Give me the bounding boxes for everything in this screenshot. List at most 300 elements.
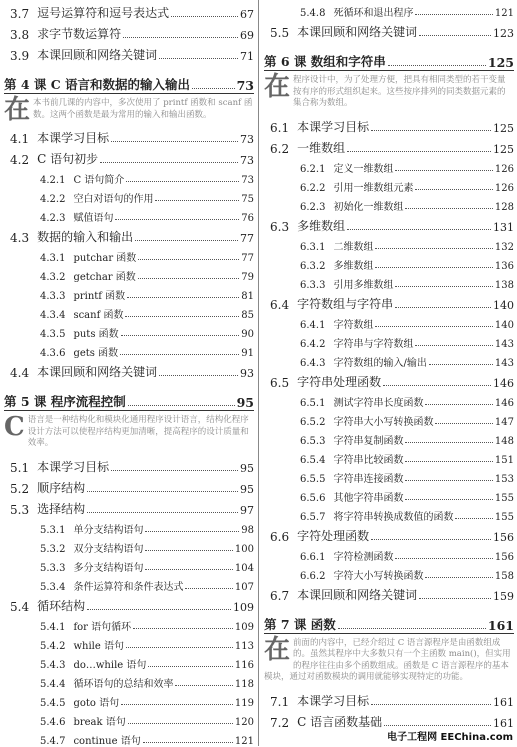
dot-leader (111, 470, 238, 471)
dot-leader (133, 628, 233, 629)
page-number: 75 (241, 194, 254, 205)
page-number: 121 (494, 8, 514, 19)
section-number: 6.6.2 (300, 570, 326, 582)
dot-leader (138, 278, 240, 279)
section-number: 5.5 (270, 26, 290, 40)
toc-group (264, 688, 514, 730)
page-number: 146 (493, 376, 514, 390)
page-number: 156 (494, 551, 514, 563)
dot-leader (375, 267, 492, 268)
intro-text: 程序设计中，为了处理方便，把具有相同类型的若干变量按有序的形式组织起来。这些按序排列的同类数据元素的集合称为数组。 (293, 75, 506, 108)
dot-leader (159, 58, 238, 59)
section-title: 求字节数运算符 (37, 27, 122, 41)
lesson-page: 73 (236, 78, 254, 93)
intro-text: 本书前几课的内容中，多次使用了 printf 函数和 scanf 函数。这两个函数是最为常用的输入和输出函数。 (33, 98, 253, 120)
toc-entry (264, 135, 514, 156)
section-number: 5.4.5 (40, 697, 66, 709)
section-title: 一维数组 (297, 140, 346, 155)
dot-leader (415, 189, 492, 190)
section-title: 字符串与字符数组 (333, 338, 414, 350)
drop-cap: 在 (264, 72, 291, 102)
toc-entry (4, 302, 254, 321)
section-title: 将字符串转换成数值的函数 (333, 511, 454, 523)
section-number: 4.3.5 (40, 329, 66, 340)
dot-leader (127, 297, 239, 298)
lesson-title: 第 6 课 数组和字符串 (264, 54, 386, 69)
toc-entry (4, 245, 254, 264)
page-number: 146 (494, 397, 514, 409)
dot-leader (159, 375, 238, 376)
lesson-heading (4, 388, 254, 411)
page-number: 104 (234, 562, 254, 574)
dot-leader (125, 316, 239, 317)
section-title: 字符数组 (333, 319, 374, 331)
toc-entry (264, 19, 514, 40)
dot-leader (435, 423, 492, 424)
dot-leader (145, 531, 239, 532)
section-number: 4.3.3 (40, 291, 66, 302)
dot-leader (148, 666, 233, 667)
dot-leader (138, 259, 239, 260)
section-title: 本课回顾和网络关键词 (37, 365, 158, 379)
toc-right-column (264, 0, 514, 730)
page-number: 148 (494, 435, 514, 447)
lesson-page: 95 (236, 395, 254, 410)
page-number: 128 (494, 201, 514, 213)
toc-entry (4, 633, 254, 652)
toc-entry (264, 272, 514, 291)
section-number: 5.3.2 (40, 543, 66, 555)
toc-entry (4, 186, 254, 205)
section-title: printf 函数 (73, 291, 126, 302)
section-title: 死循环和退出程序 (333, 8, 414, 19)
toc-entry (264, 428, 514, 447)
section-number: 4.2.2 (40, 194, 66, 205)
section-title: 字符数组与字符串 (297, 296, 394, 311)
section-title: 字符串复制函数 (333, 435, 404, 447)
dot-leader (384, 725, 491, 726)
page-number: 85 (241, 310, 254, 321)
section-number: 6.3.2 (300, 260, 326, 272)
section-number: 5.4.1 (40, 621, 66, 633)
toc-group (4, 454, 254, 747)
page-number: 90 (241, 329, 254, 340)
section-number: 6.5.5 (300, 473, 326, 485)
page-number: 71 (240, 50, 254, 63)
dot-leader (395, 170, 492, 171)
section-title: 本课学习目标 (37, 131, 110, 145)
lesson-page: 125 (487, 55, 514, 70)
dot-leader (115, 219, 239, 220)
dot-leader (171, 16, 238, 17)
page-number: 155 (494, 511, 514, 523)
page-number: 159 (493, 589, 514, 603)
dot-leader (419, 598, 491, 599)
section-number: 4.3.1 (40, 253, 66, 264)
page-number: 73 (240, 133, 254, 146)
section-number: 6.2 (270, 141, 290, 156)
lesson-heading (264, 611, 514, 634)
lesson-heading (264, 48, 514, 71)
section-title: puts 函数 (73, 329, 119, 340)
toc-entry (4, 205, 254, 224)
column-divider (258, 0, 259, 746)
toc-entry (4, 146, 254, 167)
lesson-title: 第 4 课 C 语言和数据的输入输出 (4, 77, 191, 92)
toc-entry (4, 555, 254, 574)
section-title: 本课学习目标 (297, 693, 370, 708)
dot-leader (415, 14, 492, 15)
page-number: 107 (234, 581, 254, 593)
toc-entry (264, 485, 514, 504)
dot-leader (126, 181, 239, 182)
toc-entry (4, 574, 254, 593)
section-number: 6.6.1 (300, 551, 326, 563)
section-title: 二维数组 (333, 241, 374, 253)
page-number: 158 (494, 570, 514, 582)
dot-leader (338, 628, 486, 629)
drop-cap: 在 (264, 634, 291, 665)
section-title: 本课学习目标 (297, 119, 370, 134)
page-number: 131 (493, 220, 514, 234)
toc-entry (4, 536, 254, 555)
dot-leader (347, 229, 491, 230)
section-number: 5.4.2 (40, 640, 66, 652)
toc-entry (264, 156, 514, 175)
dot-leader (388, 65, 486, 66)
dot-leader (175, 685, 232, 686)
section-title: 双分支结构语句 (73, 543, 144, 555)
section-number: 5.4 (10, 599, 30, 614)
toc-entry (4, 224, 254, 245)
section-number: 4.3.4 (40, 310, 66, 321)
drop-cap: C (4, 412, 25, 442)
section-number: 3.9 (10, 49, 30, 63)
page-number: 116 (234, 659, 254, 671)
page-number: 151 (494, 454, 514, 466)
section-title: 本课回顾和网络关键词 (297, 587, 418, 602)
section-title: break 语句 (73, 716, 126, 728)
toc-entry (4, 690, 254, 709)
dot-leader (405, 499, 492, 500)
section-title: 字符处理函数 (297, 528, 370, 543)
section-number: 6.5.3 (300, 435, 326, 447)
page-number: 91 (241, 348, 254, 359)
section-title: 字符大小写转换函数 (333, 570, 424, 582)
page-number: 73 (240, 154, 254, 167)
dot-leader (371, 704, 491, 705)
section-number: 5.4.4 (40, 678, 66, 690)
toc-entry (264, 175, 514, 194)
section-title: 字符串比较函数 (333, 454, 404, 466)
toc-entry (264, 409, 514, 428)
dot-leader (405, 208, 492, 209)
lesson-intro (264, 72, 514, 110)
toc-entry (264, 563, 514, 582)
section-title: 多分支结构语句 (73, 562, 144, 574)
dot-leader (143, 742, 233, 743)
section-number: 6.7 (270, 588, 290, 603)
page-number: 143 (494, 357, 514, 369)
section-title: 单分支结构语句 (73, 524, 144, 536)
toc-entry (264, 466, 514, 485)
section-title: 本课学习目标 (37, 459, 110, 474)
toc-entry (264, 688, 514, 709)
dot-leader (155, 200, 239, 201)
section-title: 字符串处理函数 (297, 374, 382, 389)
toc-entry (264, 369, 514, 390)
lesson-intro (4, 95, 254, 125)
dot-leader (405, 461, 492, 462)
toc-group (4, 0, 254, 63)
section-title: gets 函数 (73, 348, 119, 359)
section-title: 定义一维数组 (333, 163, 394, 175)
section-number: 4.2 (10, 153, 30, 167)
page-number: 67 (240, 8, 254, 21)
dot-leader (375, 326, 492, 327)
section-number: 6.1 (270, 120, 290, 135)
page-number: 121 (234, 735, 254, 747)
section-number: 5.3.4 (40, 581, 66, 593)
toc-entry (4, 21, 254, 42)
section-title: 数据的输入和输出 (37, 230, 134, 244)
page-number: 97 (240, 503, 254, 517)
page-number: 126 (494, 163, 514, 175)
section-number: 6.4.1 (300, 319, 326, 331)
toc-entry (264, 331, 514, 350)
section-number: 5.4.8 (300, 8, 326, 19)
page-number: 155 (494, 492, 514, 504)
section-title: 引用多维数组 (333, 279, 394, 291)
dot-leader (425, 577, 492, 578)
section-number: 6.3.3 (300, 279, 326, 291)
dot-leader (375, 248, 492, 249)
section-number: 6.4 (270, 297, 290, 312)
toc-entry (4, 728, 254, 747)
dot-leader (395, 286, 492, 287)
section-number: 6.3 (270, 219, 290, 234)
toc-entry (4, 496, 254, 517)
dot-leader (371, 539, 491, 540)
dot-leader (419, 35, 491, 36)
page-number: 79 (241, 272, 254, 283)
page-number: 73 (241, 175, 254, 186)
dot-leader (425, 404, 492, 405)
toc-entry (4, 283, 254, 302)
page-number: 95 (240, 482, 254, 496)
section-number: 6.5.2 (300, 416, 326, 428)
page-number: 136 (494, 260, 514, 272)
dot-leader (395, 307, 491, 308)
page-number: 156 (493, 530, 514, 544)
dot-leader (395, 558, 492, 559)
dot-leader (135, 240, 238, 241)
page-number: 138 (494, 279, 514, 291)
toc-entry (4, 42, 254, 63)
page-number: 120 (234, 716, 254, 728)
toc-entry (264, 390, 514, 409)
dot-leader (87, 609, 231, 610)
page-number: 140 (493, 298, 514, 312)
dot-leader (405, 442, 492, 443)
dot-leader (128, 723, 233, 724)
toc-entry (264, 291, 514, 312)
page-number: 95 (240, 461, 254, 475)
section-number: 7.2 (270, 715, 290, 730)
dot-leader (111, 141, 238, 142)
dot-leader (405, 480, 492, 481)
section-number: 6.6 (270, 529, 290, 544)
toc-entry (4, 614, 254, 633)
section-number: 4.4 (10, 366, 30, 380)
page-number: 125 (493, 142, 514, 156)
section-number: 4.2.3 (40, 213, 66, 224)
toc-entry (4, 475, 254, 496)
section-title: 其他字符串函数 (333, 492, 404, 504)
section-title: goto 语句 (73, 697, 120, 709)
section-title: continue 语句 (73, 735, 141, 747)
section-number: 6.5.6 (300, 492, 326, 504)
section-title: 逗号运算符和逗号表达式 (37, 6, 170, 20)
section-title: 循环语句的总结和效率 (73, 678, 174, 690)
page-number: 161 (493, 716, 514, 730)
section-number: 4.3 (10, 231, 30, 245)
watermark: 电子工程网 EEChina.com (387, 732, 513, 743)
toc-entry (264, 544, 514, 563)
section-title: C 语句简介 (73, 175, 125, 186)
section-number: 3.8 (10, 28, 30, 42)
dot-leader (383, 385, 491, 386)
toc-entry (4, 0, 254, 21)
intro-text: 语言是一种结构化和模块化通用程序设计语言，结构化程序设计方法可以使程序结构更加清晰，提高程序的设计质量和效率。 (27, 415, 249, 448)
section-number: 5.3.3 (40, 562, 66, 574)
dot-leader (192, 88, 235, 89)
section-title: 字符串连接函数 (333, 473, 404, 485)
page-number: 109 (234, 621, 254, 633)
page-number: 143 (494, 338, 514, 350)
toc-entry (4, 167, 254, 186)
section-number: 6.5.1 (300, 397, 326, 409)
toc-entry (4, 264, 254, 283)
toc-entry (4, 454, 254, 475)
toc-entry (264, 504, 514, 523)
page-number: 77 (240, 232, 254, 245)
dot-leader (126, 647, 233, 648)
toc-left-column (4, 0, 254, 747)
toc-group (264, 114, 514, 603)
section-title: 字符数组的输入/输出 (333, 357, 427, 369)
dot-leader (415, 345, 492, 346)
page-number: 98 (241, 524, 254, 536)
dot-leader (120, 354, 239, 355)
page-number: 93 (240, 367, 254, 380)
lesson-title: 第 5 课 程序流程控制 (4, 394, 126, 409)
toc-entry (4, 652, 254, 671)
section-number: 5.1 (10, 460, 30, 475)
page-number: 76 (241, 213, 254, 224)
section-number: 6.4.2 (300, 338, 326, 350)
lesson-intro (264, 634, 514, 684)
section-number: 6.2.2 (300, 182, 326, 194)
section-number: 6.5.7 (300, 511, 326, 523)
section-number: 7.1 (270, 694, 290, 709)
section-title: 顺序结构 (37, 480, 86, 495)
dot-leader (123, 37, 238, 38)
dot-leader (121, 704, 233, 705)
dot-leader (371, 130, 491, 131)
toc-entry (264, 523, 514, 544)
lesson-intro (4, 412, 254, 450)
toc-entry (264, 213, 514, 234)
section-title: do…while 语句 (73, 659, 147, 671)
toc-entry (4, 593, 254, 614)
dot-leader (87, 512, 238, 513)
page-number: 123 (493, 27, 514, 40)
toc-entry (264, 447, 514, 466)
section-title: 多维数组 (333, 260, 374, 272)
dot-leader (145, 569, 232, 570)
dot-leader (429, 364, 493, 365)
lesson-page: 161 (487, 617, 514, 633)
toc-entry (264, 709, 514, 730)
toc-group (4, 125, 254, 380)
page-number: 126 (494, 182, 514, 194)
toc-entry (264, 582, 514, 603)
section-title: 赋值语句 (73, 213, 114, 224)
section-number: 4.3.2 (40, 272, 66, 283)
toc-entry (4, 125, 254, 146)
toc-entry (4, 321, 254, 340)
toc-entry (4, 709, 254, 728)
page-number: 109 (233, 600, 254, 614)
section-number: 5.4.3 (40, 659, 66, 671)
section-number: 5.4.6 (40, 716, 66, 728)
section-title: getchar 函数 (73, 272, 136, 283)
section-number: 6.2.1 (300, 163, 326, 175)
page-number: 69 (240, 29, 254, 42)
section-title: 字符检测函数 (333, 551, 394, 563)
section-title: putchar 函数 (73, 253, 137, 264)
section-title: 本课回顾和网络关键词 (37, 48, 158, 62)
section-number: 3.7 (10, 7, 30, 21)
toc-entry (4, 359, 254, 380)
section-number: 6.5.4 (300, 454, 326, 466)
section-title: 测试字符串长度函数 (333, 397, 424, 409)
dot-leader (145, 550, 232, 551)
toc-group (264, 0, 514, 40)
page-number: 153 (494, 473, 514, 485)
page-number: 161 (493, 695, 514, 709)
section-title: C 语言函数基础 (297, 714, 383, 729)
page-number: 113 (234, 640, 254, 652)
section-number: 4.3.6 (40, 348, 66, 359)
page-number: 77 (241, 253, 254, 264)
page-number: 100 (234, 543, 254, 555)
section-title: 初始化一维数组 (333, 201, 404, 213)
page-number: 119 (234, 697, 254, 709)
lesson-heading (4, 71, 254, 94)
section-title: 选择结构 (37, 501, 86, 516)
dot-leader (87, 491, 238, 492)
dot-leader (347, 151, 491, 152)
section-title: 字符串大小写转换函数 (333, 416, 434, 428)
section-title: for 语句循环 (73, 621, 132, 633)
section-number: 4.2.1 (40, 175, 66, 186)
section-number: 6.5 (270, 375, 290, 390)
toc-entry (264, 312, 514, 331)
section-title: C 语句初步 (37, 152, 99, 166)
section-number: 6.2.3 (300, 201, 326, 213)
